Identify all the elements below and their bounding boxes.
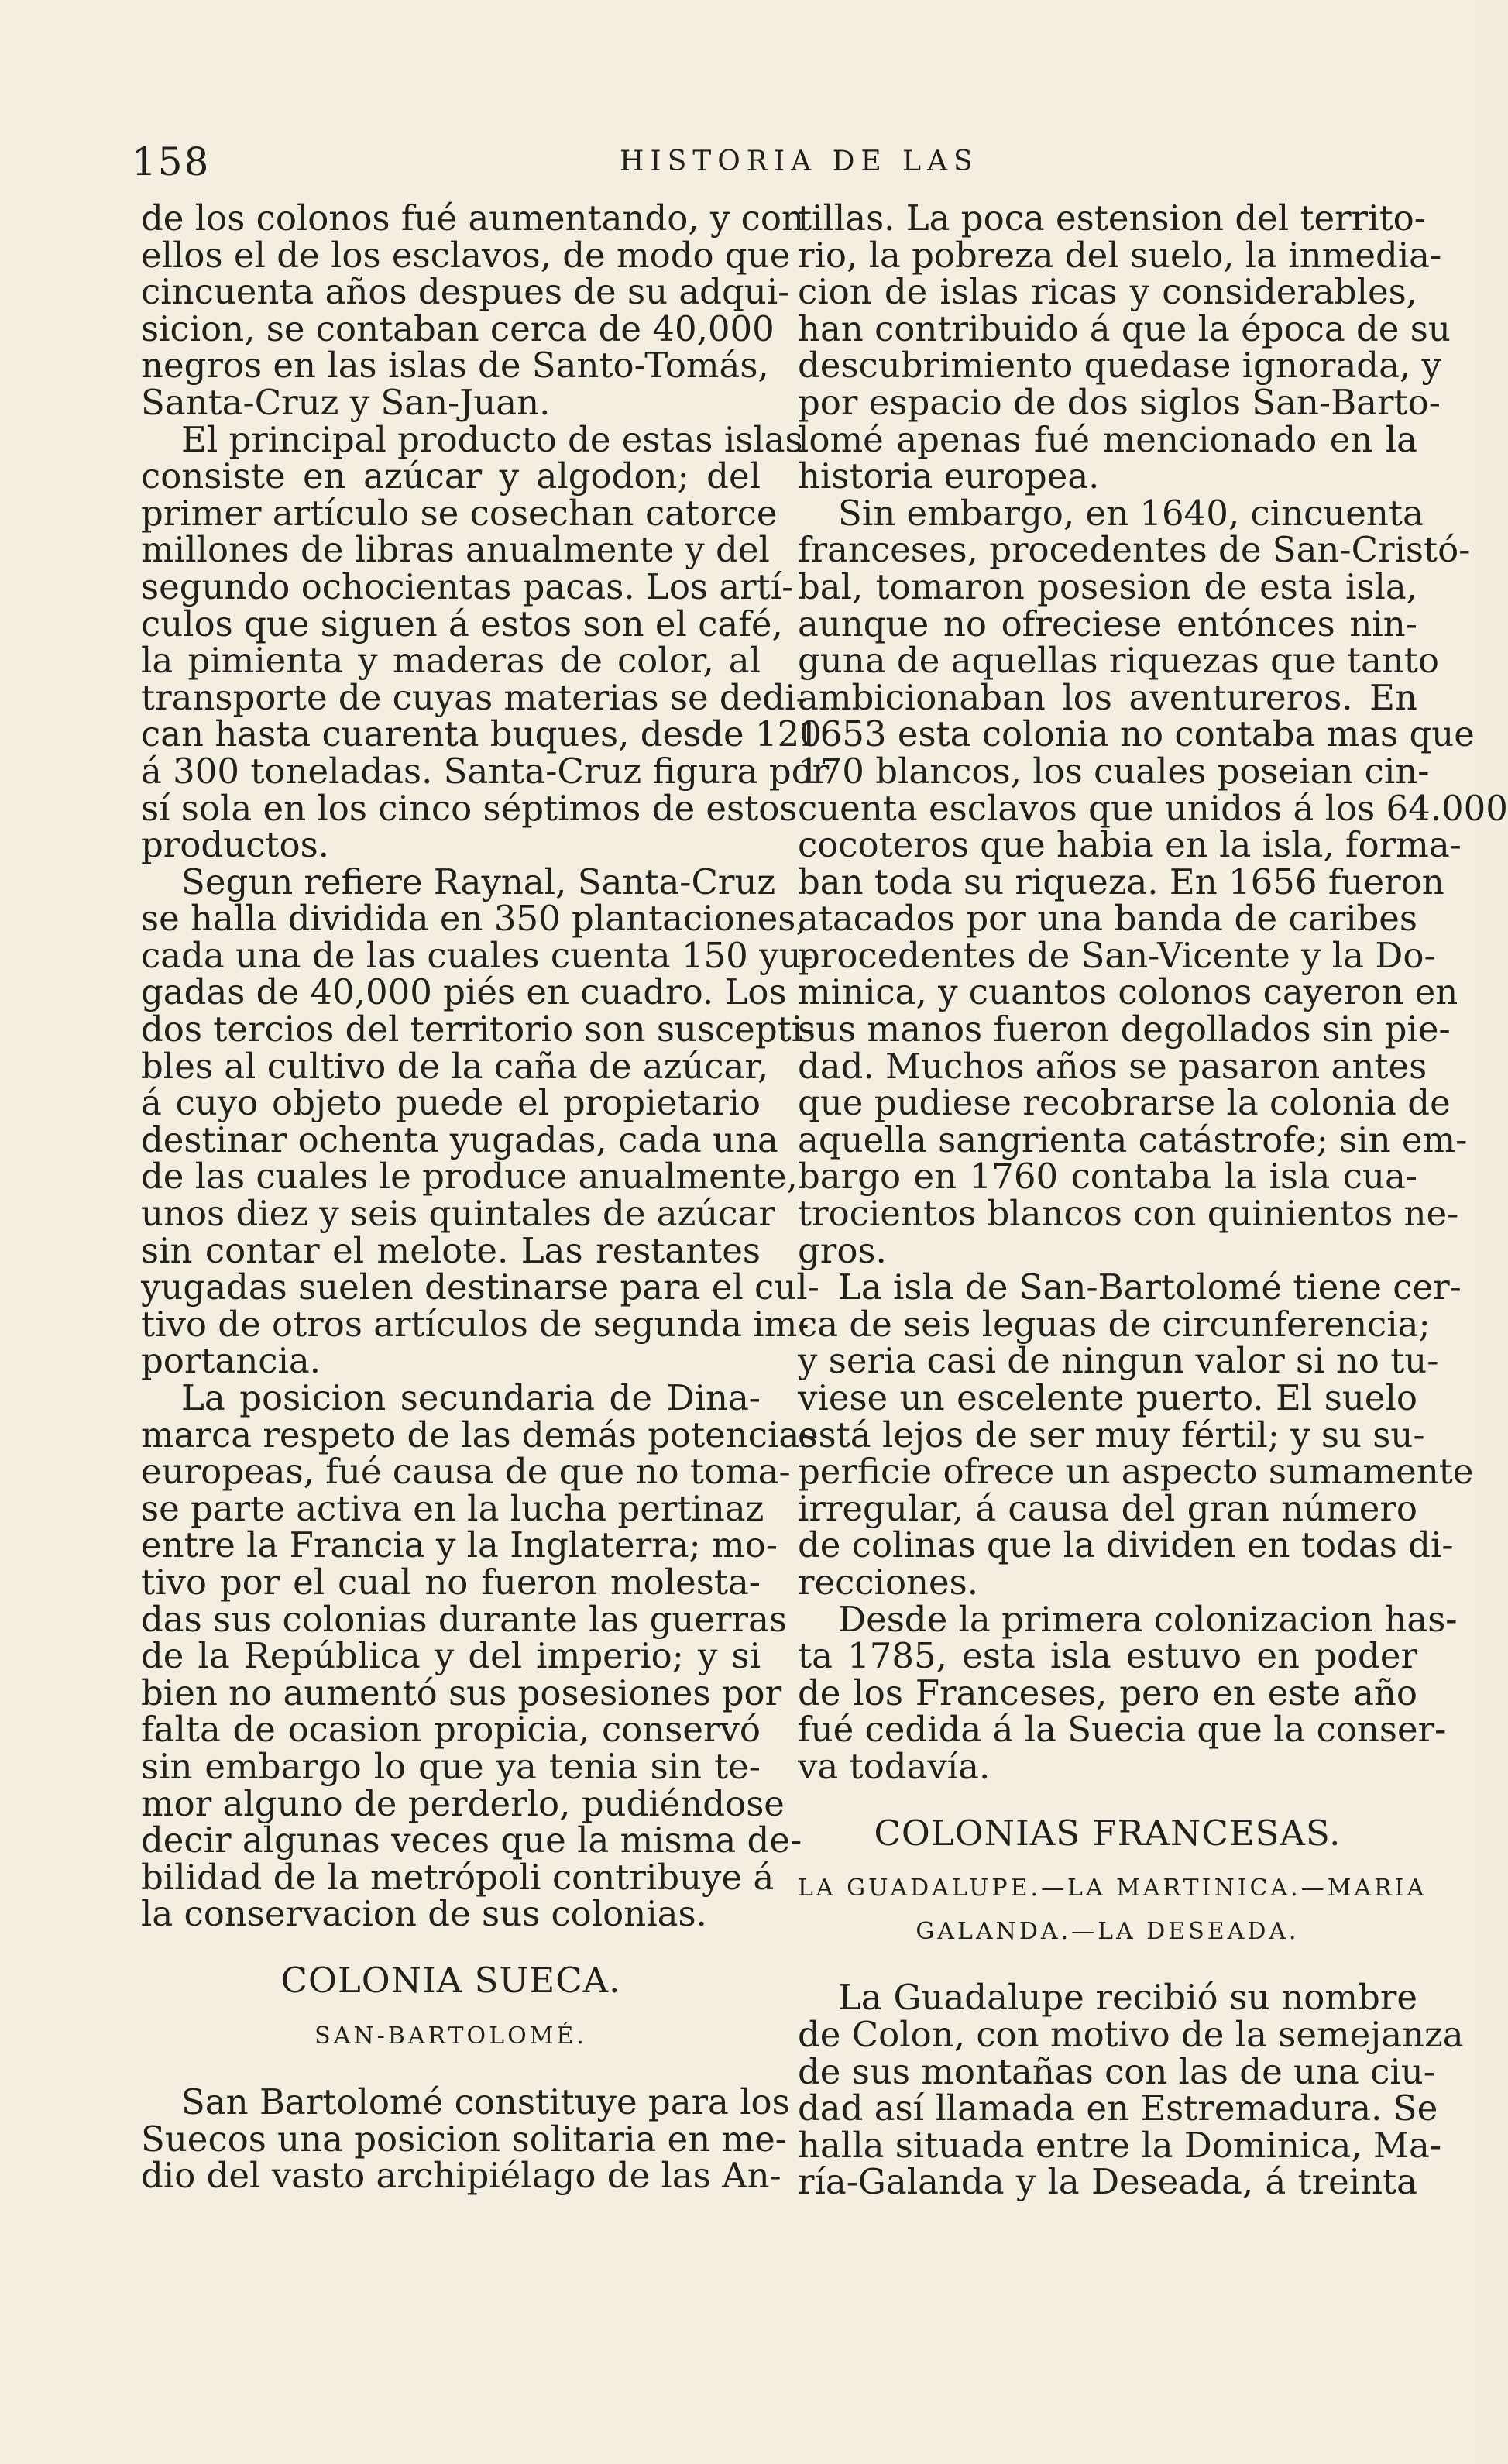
text-line: aunque no ofreciese entónces nin- xyxy=(798,603,1417,644)
text-line: á 300 toneladas. Santa-Cruz figura por xyxy=(141,750,830,792)
text-line: La Guadalupe recibió su nombre xyxy=(838,1977,1417,2019)
text-line: dos tercios del territorio son suscepti- xyxy=(141,1009,815,1050)
paragraph xyxy=(141,198,804,423)
paragraph xyxy=(141,1377,818,1935)
text-line: sin contar el melote. Las restantes xyxy=(141,1229,761,1271)
text-line: Suecos una posicion solitaria en me- xyxy=(141,2118,787,2160)
text-line: La isla de San-Bartolomé tiene cer- xyxy=(838,1266,1462,1308)
text-line: marca respeto de las demás potencias xyxy=(141,1414,818,1455)
text-line: 170 blancos, los cuales poseian cin- xyxy=(798,750,1430,792)
text-line: ambicionaban los aventureros. En xyxy=(798,676,1417,718)
text-line: franceses, procedentes de San-Cristó- xyxy=(798,529,1471,571)
text-line: 1653 esta colonia no contaba mas que xyxy=(798,713,1475,755)
text-line: de sus montañas con las de una ciu- xyxy=(798,2050,1435,2092)
text-line: de los colonos fué aumentando, y con xyxy=(141,198,804,239)
text-line: La posicion secundaria de Dina- xyxy=(181,1377,761,1418)
text-line: de la República y del imperio; y si xyxy=(141,1635,761,1677)
text-line: ta 1785, esta isla estuvo en poder xyxy=(798,1635,1417,1677)
text-line: cion de islas ricas y considerables, xyxy=(798,271,1417,313)
text-line: decir algunas veces que la misma de- xyxy=(141,1820,802,1861)
section-subheading: SAN-BARTOLOMÉ. xyxy=(314,2022,587,2050)
text-line: millones de libras anualmente y del xyxy=(141,529,770,571)
text-line: El principal producto de estas islas xyxy=(181,418,803,460)
text-line: irregular, á causa del gran número xyxy=(798,1487,1417,1529)
text-line: la pimienta y maderas de color, al xyxy=(141,640,761,682)
paragraph xyxy=(798,492,1508,1271)
text-line: negros en las islas de Santo-Tomás, xyxy=(141,345,769,387)
text-line: perficie ofrece un aspecto sumamente xyxy=(798,1451,1474,1493)
text-line: segundo ochocientas pacas. Los artí- xyxy=(141,565,794,607)
text-line: se parte activa en la lucha pertinaz xyxy=(141,1487,764,1529)
text-line: la conservacion de sus colonias. xyxy=(141,1893,707,1935)
text-line: Desde la primera colonizacion has- xyxy=(838,1598,1458,1640)
text-line: trocientos blancos con quinientos ne- xyxy=(798,1193,1459,1235)
text-line: tivo por el cual no fueron molesta- xyxy=(141,1561,761,1603)
text-line: historia europea. xyxy=(798,455,1100,497)
text-line: dio del vasto archipiélago de las An- xyxy=(141,2155,781,2197)
text-line: das sus colonias durante las guerras xyxy=(141,1598,787,1640)
text-line: dad. Muchos años se pasaron antes xyxy=(798,1045,1427,1087)
section-subheading: LA GUADALUPE.—LA MARTINICA.—MARIA xyxy=(798,1875,1427,1902)
text-line: bargo en 1760 contaba la isla cua- xyxy=(798,1156,1417,1198)
paragraph xyxy=(798,1266,1474,1603)
paragraph xyxy=(798,198,1451,497)
text-line: guna de aquellas riquezas que tanto xyxy=(798,640,1439,682)
text-line: fué cedida á la Suecia que la conser- xyxy=(798,1709,1447,1751)
text-line: transporte de cuyas materias se dedi- xyxy=(141,676,808,718)
text-line: de las cuales le produce anualmente, xyxy=(141,1156,798,1198)
text-line: gadas de 40,000 piés en cuadro. Los xyxy=(141,971,787,1013)
text-line: de los Franceses, pero en este año xyxy=(798,1672,1417,1713)
text-line: va todavía. xyxy=(798,1745,991,1787)
paragraph xyxy=(798,1598,1458,1787)
text-line: consiste en azúcar y algodon; del xyxy=(141,455,761,497)
paragraph xyxy=(141,861,819,1382)
text-line: yugadas suelen destinarse para el cul- xyxy=(141,1266,819,1308)
text-line: rio, la pobreza del suelo, la inmedia- xyxy=(798,234,1442,276)
text-line: sus manos fueron degollados sin pie- xyxy=(798,1009,1451,1050)
text-line: productos. xyxy=(141,824,329,866)
text-line: destinar ochenta yugadas, cada una xyxy=(141,1119,778,1160)
text-line: dad así llamada en Estremadura. Se xyxy=(798,2088,1438,2129)
text-line: se halla dividida en 350 plantaciones, xyxy=(141,898,807,940)
text-line: Sin embargo, en 1640, cincuenta xyxy=(838,492,1424,534)
text-line: descubrimiento quedase ignorada, y xyxy=(798,345,1441,387)
section-heading: COLONIA SUECA. xyxy=(280,1959,621,2001)
text-line: está lejos de ser muy fértil; y su su- xyxy=(798,1414,1425,1455)
text-line: San Bartolomé constituye para los xyxy=(181,2081,790,2123)
section-heading: COLONIAS FRANCESAS. xyxy=(874,1812,1341,1854)
text-line: cincuenta años despues de su adqui- xyxy=(141,271,790,313)
text-line: gros. xyxy=(798,1229,887,1271)
text-line: por espacio de dos siglos San-Barto- xyxy=(798,381,1441,423)
left-column xyxy=(141,198,830,2197)
text-line: unos diez y seis quintales de azúcar xyxy=(141,1193,775,1235)
text-line: europeas, fué causa de que no toma- xyxy=(141,1451,791,1493)
text-line: de colinas que la dividen en todas di- xyxy=(798,1524,1454,1566)
text-line: han contribuido á que la época de su xyxy=(798,308,1451,349)
text-line: cocoteros que habia en la isla, forma- xyxy=(798,824,1462,866)
section-subheading: GALANDA.—LA DESEADA. xyxy=(915,1917,1300,1945)
text-line: atacados por una banda de caribes xyxy=(798,898,1417,940)
text-line: bal, tomaron posesion de esta isla, xyxy=(798,565,1417,607)
text-line: bilidad de la metrópoli contribuye á xyxy=(141,1856,775,1898)
text-line: portancia. xyxy=(141,1340,321,1382)
text-line: aquella sangrienta catástrofe; sin em- xyxy=(798,1119,1468,1160)
text-line: can hasta cuarenta buques, desde 120 xyxy=(141,713,822,755)
text-line: Santa-Cruz y San-Juan. xyxy=(141,381,551,423)
text-line: y seria casi de ningun valor si no tu- xyxy=(798,1340,1439,1382)
text-line: mor alguno de perderlo, pudiéndose xyxy=(141,1782,785,1824)
text-line: ca de seis leguas de circunferencia; xyxy=(798,1303,1431,1345)
paragraph xyxy=(798,1977,1464,2203)
text-line: que pudiese recobrarse la colonia de xyxy=(798,1082,1451,1124)
text-line: á cuyo objeto puede el propietario xyxy=(141,1082,761,1124)
text-line: sicion, se contaban cerca de 40,000 xyxy=(141,308,775,349)
text-line: bles al cultivo de la caña de azúcar, xyxy=(141,1045,769,1087)
right-column xyxy=(798,198,1508,2203)
text-line: lomé apenas fué mencionado en la xyxy=(798,418,1417,460)
text-line: cuenta esclavos que unidos á los 64.000 xyxy=(798,787,1508,829)
text-line: cada una de las cuales cuenta 150 yu- xyxy=(141,934,813,976)
paragraph xyxy=(141,418,830,866)
text-line: Segun refiere Raynal, Santa-Cruz xyxy=(181,861,776,902)
text-line: procedentes de San-Vicente y la Do- xyxy=(798,934,1436,976)
text-line: ellos el de los esclavos, de modo que xyxy=(141,234,791,276)
text-line: entre la Francia y la Inglaterra; mo- xyxy=(141,1524,778,1566)
paragraph xyxy=(141,2081,790,2197)
text-line: minica, y cuantos colonos cayeron en xyxy=(798,971,1458,1013)
text-line: sin embargo lo que ya tenia sin te- xyxy=(141,1745,761,1787)
text-line: primer artículo se cosechan catorce xyxy=(141,492,778,534)
text-line: tivo de otros artículos de segunda im- xyxy=(141,1303,809,1345)
text-line: culos que siguen á estos son el café, xyxy=(141,603,783,644)
text-line: de Colon, con motivo de la semejanza xyxy=(798,2013,1464,2055)
text-line: sí sola en los cinco séptimos de estos xyxy=(141,787,798,829)
page-number: 158 xyxy=(132,139,211,184)
running-title: HISTORIA DE LAS xyxy=(620,146,979,177)
text-line: viese un escelente puerto. El suelo xyxy=(798,1377,1417,1418)
text-line: ban toda su riqueza. En 1656 fueron xyxy=(798,861,1444,902)
text-line: falta de ocasion propicia, conservó xyxy=(141,1709,761,1751)
text-line: halla situada entre la Dominica, Ma- xyxy=(798,2124,1442,2166)
text-line: ría-Galanda y la Deseada, á treinta xyxy=(798,2161,1417,2203)
text-line: recciones. xyxy=(798,1561,979,1603)
page-header xyxy=(132,139,1417,186)
text-line: bien no aumentó sus posesiones por xyxy=(141,1672,782,1713)
text-line: tillas. La poca estension del territo- xyxy=(798,198,1426,239)
